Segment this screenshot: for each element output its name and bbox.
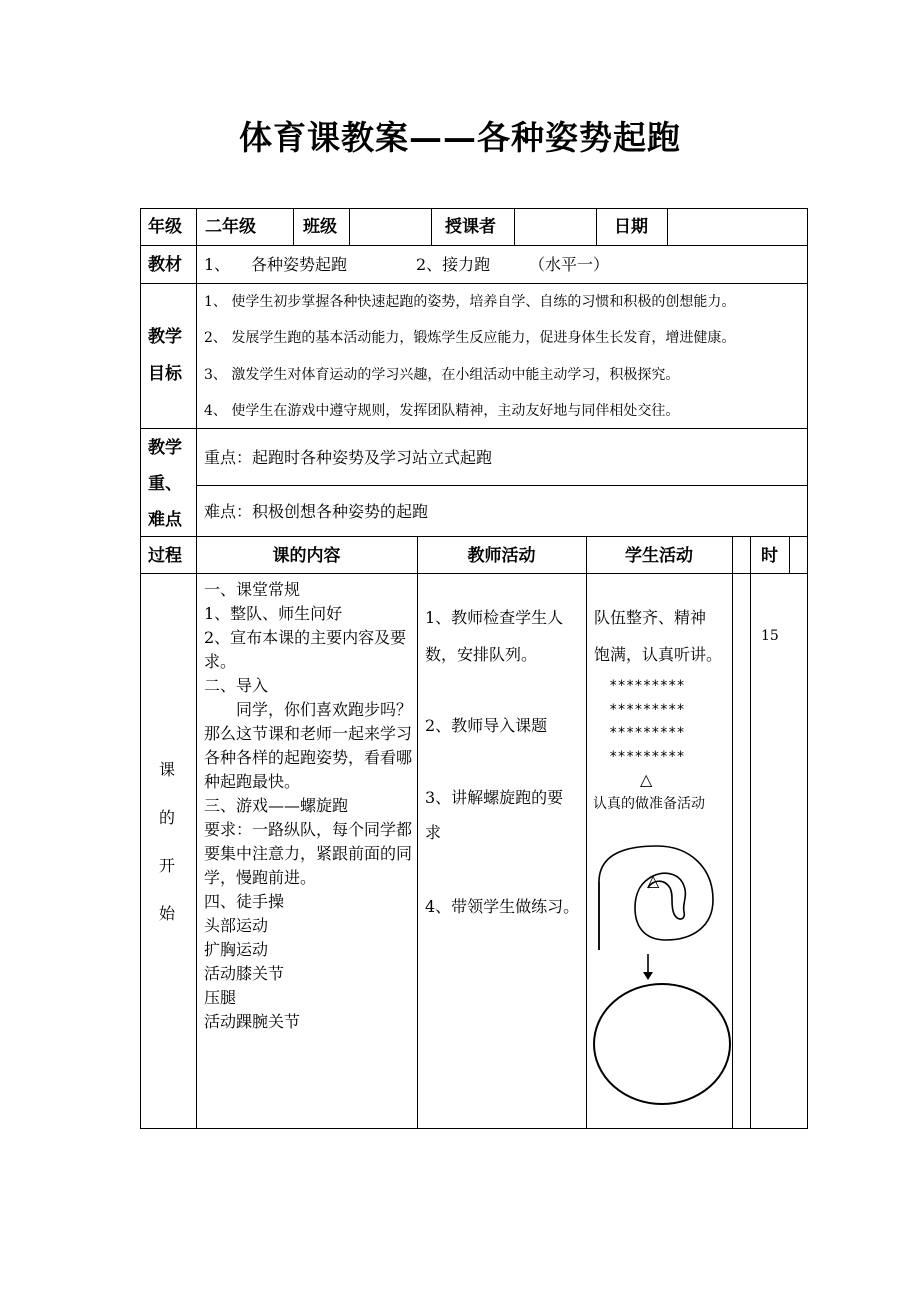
- difficulty-text: 难点：积极创想各种姿势的起跑: [204, 502, 429, 521]
- content-line: 头部运动: [204, 916, 269, 935]
- col-time-header: 时: [761, 546, 778, 566]
- student-formation: [609, 675, 685, 769]
- material-item1-number: 1、: [204, 255, 231, 274]
- content-line: 活动踝腕关节: [204, 1012, 301, 1031]
- teacher-label: 授课者: [445, 217, 496, 237]
- arrow-head-icon: [643, 972, 653, 980]
- student-activity: 饱满，认真听讲。: [594, 645, 723, 664]
- spiral-path: [599, 846, 713, 950]
- content-line: 2、宣布本课的主要内容及要求。: [204, 628, 407, 671]
- objective-item: 1、 使学生初步掌握各种快速起跑的姿势，培养自学、自练的习惯和积极的创想能力。: [204, 294, 736, 310]
- formation-row: *********: [609, 725, 685, 741]
- student-activity: 认真的做准备活动: [593, 796, 705, 812]
- process-char: 的: [159, 808, 176, 827]
- material-item2: 2、接力跑: [416, 255, 491, 274]
- content-line: 同学，你们喜欢跑步吗？那么这节课和老师一起来学习各种各样的起跑姿势，看看哪种起跑最快。: [204, 700, 413, 791]
- content-line: 扩胸运动: [204, 940, 269, 959]
- col-content-header: 课的内容: [272, 546, 341, 566]
- content-line: 1、整队、师生问好: [204, 604, 343, 623]
- student-activity: 队伍整齐、精神: [594, 608, 707, 627]
- content-line: 压腿: [204, 988, 237, 1007]
- col-teacher-header: 教师活动: [467, 546, 536, 566]
- grade-value: 二年级: [205, 217, 256, 237]
- content-line: 要求：一路纵队，每个同学都要集中注意力，紧跟前面的同学，慢跑前进。: [204, 820, 413, 887]
- key-point-text: 重点：起跑时各种姿势及学习站立式起跑: [204, 448, 493, 467]
- content-line: 四、徒手操: [204, 892, 285, 911]
- date-label: 日期: [614, 217, 648, 237]
- content-line: 三、游戏——螺旋跑: [204, 796, 349, 815]
- content-line: 二、导入: [204, 676, 269, 695]
- process-char: 课: [159, 760, 176, 779]
- col-student-header: 学生活动: [625, 546, 693, 566]
- formation-row: *********: [609, 748, 685, 765]
- objective-item: 3、 激发学生对体育运动的学习兴趣，在小组活动中能主动学习，积极探究。: [204, 367, 680, 383]
- class-label: 班级: [303, 217, 337, 237]
- material-label: 教材: [148, 255, 182, 275]
- teacher-activity: 1、教师检查学生人: [425, 608, 564, 627]
- process-char: 开: [159, 856, 176, 875]
- spiral-run-diagram: [590, 830, 732, 990]
- keypoints-label-line1: 教学: [148, 438, 182, 458]
- teacher-activity: 数，安排队列。: [425, 645, 538, 664]
- objective-item: 4、 使学生在游戏中遵守规则，发挥团队精神，主动友好地与同伴相处交往。: [204, 403, 680, 419]
- teacher-activity: 求: [425, 823, 442, 842]
- teacher-activity: 3、讲解螺旋跑的要: [425, 788, 564, 807]
- material-level: （水平一）: [529, 255, 610, 274]
- teacher-position-icon: △: [640, 770, 653, 789]
- teacher-activity: 4、带领学生做练习。: [425, 897, 580, 916]
- content-line: 一、课堂常规: [204, 580, 301, 599]
- running-circle: [594, 984, 730, 1104]
- objective-item: 2、 发展学生跑的基本活动能力，锻炼学生反应能力，促进身体生长发育，增进健康。: [204, 330, 736, 346]
- lesson-content: [204, 578, 412, 1034]
- material-item1: 各种姿势起跑: [251, 255, 348, 274]
- spiral-triangle-icon: △: [647, 871, 660, 890]
- formation-row: *********: [609, 678, 685, 694]
- grade-label: 年级: [148, 217, 182, 237]
- objectives-label-line1: 教学: [148, 327, 182, 347]
- keypoints-label-line3: 难点: [148, 510, 182, 530]
- time-value: 15: [761, 628, 779, 644]
- content-line: 活动膝关节: [204, 964, 285, 983]
- circle-run-diagram: [591, 980, 733, 1110]
- objectives-label-line2: 目标: [148, 364, 182, 384]
- formation-row: *********: [609, 701, 685, 718]
- page-title: 体育课教案——各种姿势起跑: [239, 118, 681, 157]
- col-process-header: 过程: [148, 546, 182, 566]
- keypoints-label-line2: 重、: [148, 474, 182, 494]
- teacher-activity: 2、教师导入课题: [425, 716, 548, 735]
- process-char: 始: [159, 904, 176, 923]
